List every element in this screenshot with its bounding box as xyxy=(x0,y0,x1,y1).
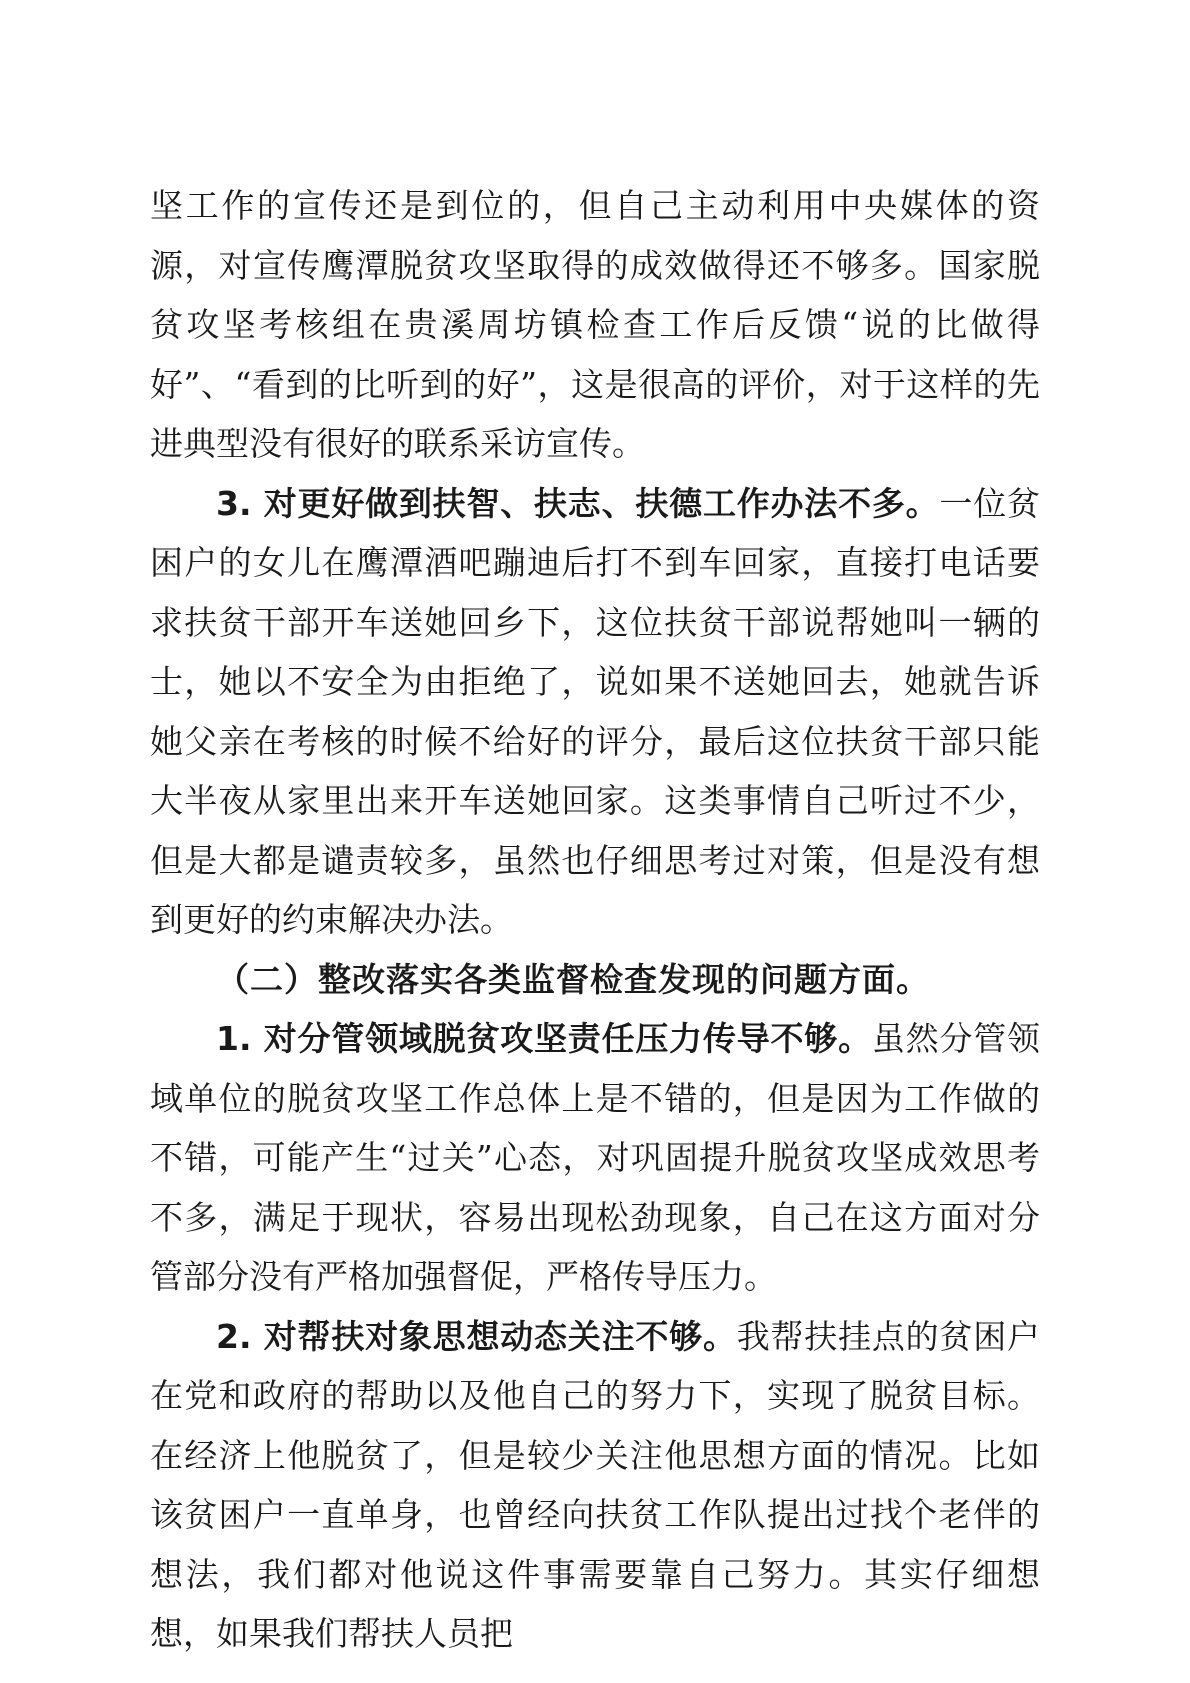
section-heading: （二）整改落实各类监督检查发现的问题方面。 xyxy=(216,959,930,999)
paragraph-item-2 xyxy=(150,1307,1040,1664)
paragraph-item-3 xyxy=(150,474,1040,950)
paragraph-text: 坚工作的宣传还是到位的，但自己主动利用中央媒体的资源，对宣传鹰潭脱贫攻坚取得的成效做得还不够多。国家脱贫攻坚考核组在贵溪周坊镇检查工作后反馈“说的比做得好”、“看到的比听到的好”，这是很高的评价，对于这样的先进典型没有很好的联系采访宣传。 xyxy=(150,186,1040,463)
paragraph-item-1 xyxy=(150,1009,1040,1307)
paragraph-continuation xyxy=(150,176,1040,474)
document-body xyxy=(150,176,1040,1664)
paragraph-lead: 1. 对分管领域脱贫攻坚责任压力传导不够。 xyxy=(216,1019,872,1058)
paragraph-lead: 2. 对帮扶对象思想动态关注不够。 xyxy=(216,1316,737,1356)
paragraph-text: 一位贫困户的女儿在鹰潭酒吧蹦迪后打不到车回家，直接打电话要求扶贫干部开车送她回乡下，这位扶贫干部说帮她叫一辆的士，她以不安全为由拒绝了，说如果不送她回去，她就告诉她父亲在考核的时候不给好的评分，最后这位扶贫干部只能大半夜从家里出来开车送她回家。这类事情自己听过不少，但是大都是谴责较多，虽然也仔细思考过对策，但是没有想到更好的约束解决办法。 xyxy=(150,483,1040,939)
paragraph-lead: 3. 对更好做到扶智、扶志、扶德工作办法不多。 xyxy=(216,483,940,523)
paragraph-text: 我帮扶挂点的贫困户在党和政府的帮助以及他自己的努力下，实现了脱贫目标。在经济上他脱贫了，但是较少关注他思想方面的情况。比如该贫困户一直单身，也曾经向扶贫工作队提出过找个老伴的想法，我们都对他说这件事需要靠自己努力。其实仔细想想，如果我们帮扶人员把 xyxy=(150,1316,1040,1653)
paragraph-text: 虽然分管领域单位的脱贫攻坚工作总体上是不错的，但是因为工作做的不错，可能产生“过关”心态，对巩固提升脱贫攻坚成效思考不多，满足于现状，容易出现松劲现象，自己在这方面对分管部分没有严格加强督促，严格传导压力。 xyxy=(150,1019,1040,1296)
